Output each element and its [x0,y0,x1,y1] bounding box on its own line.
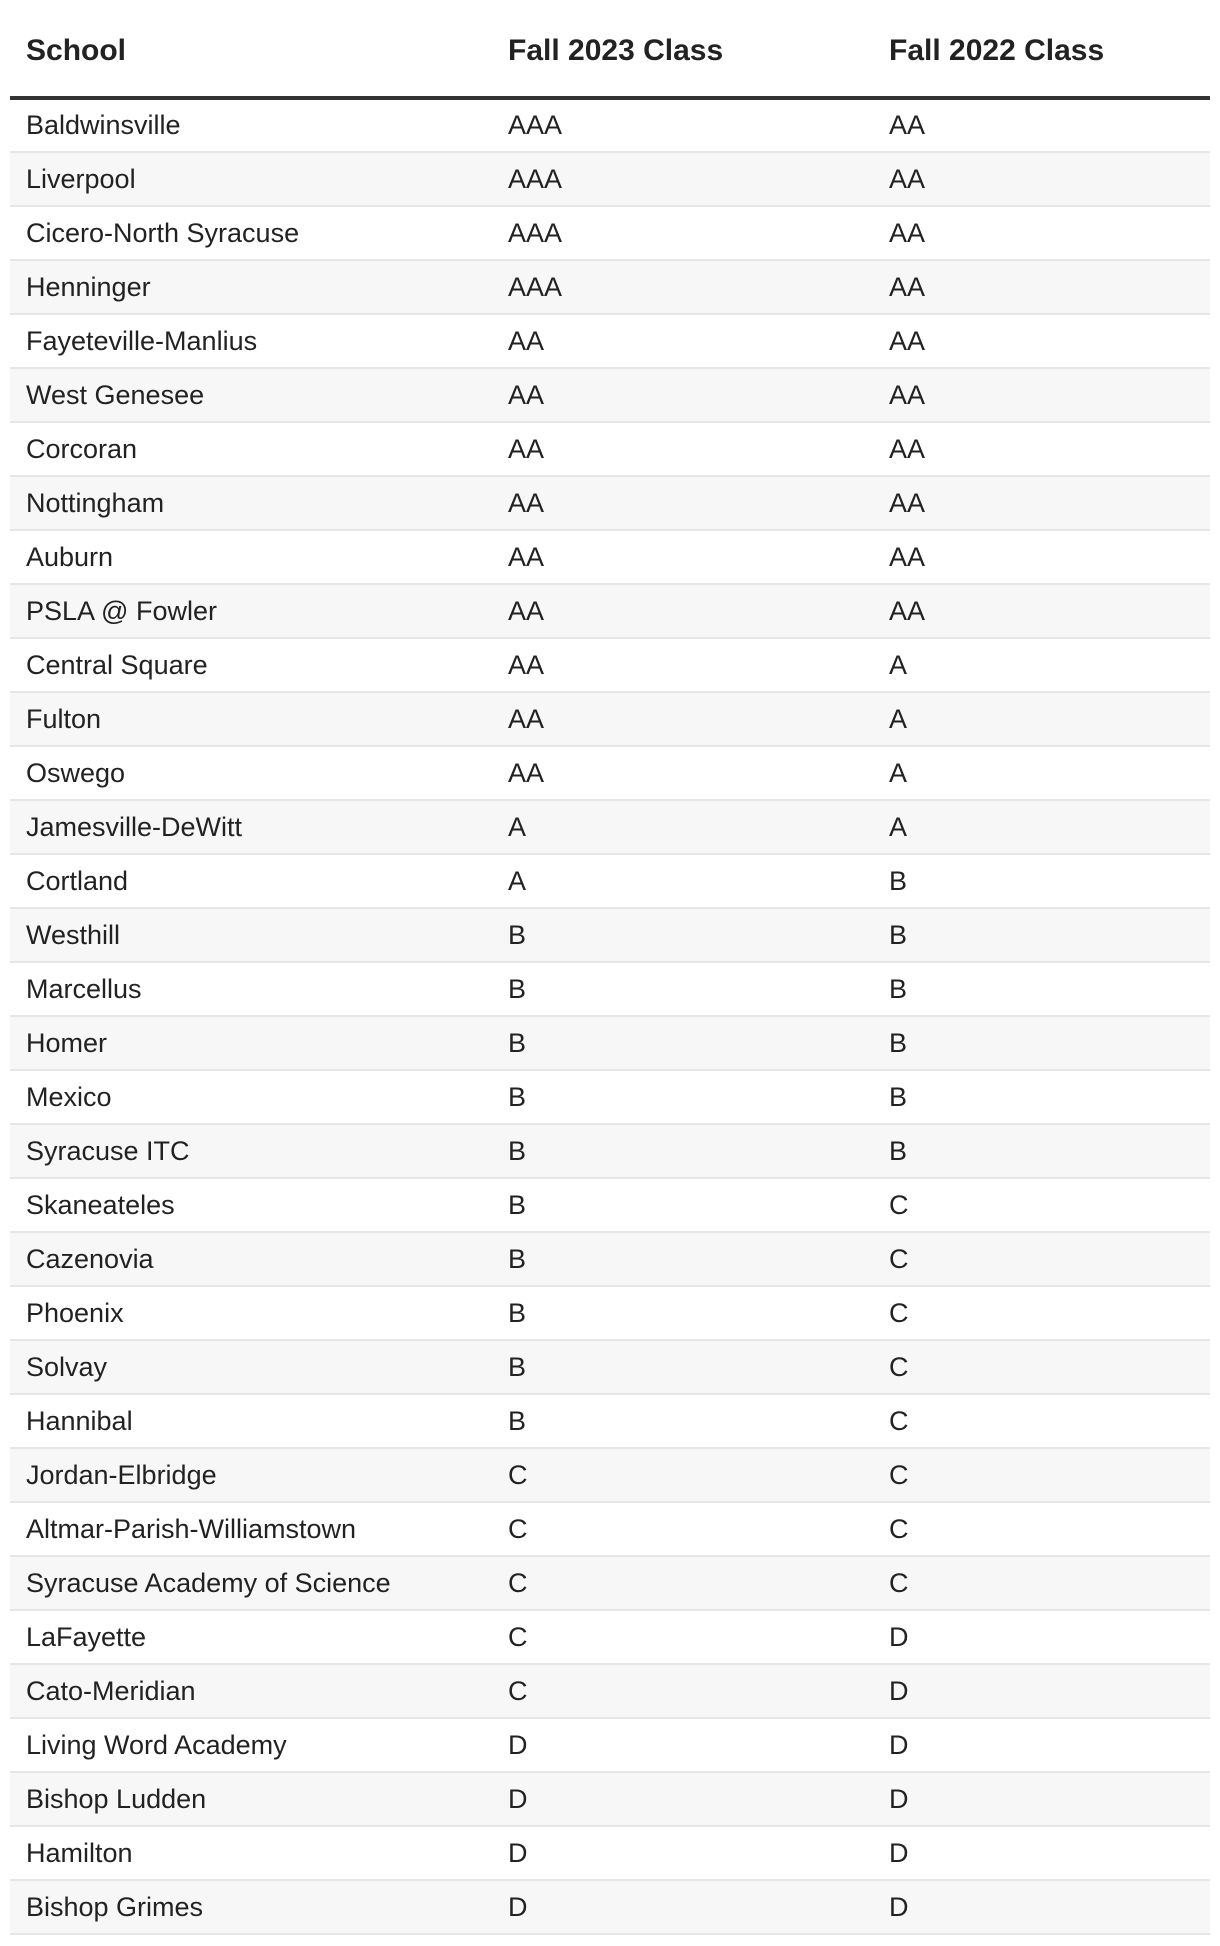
fall-2023-class-cell: B [492,1286,873,1340]
fall-2022-class-cell: C [873,1232,1210,1286]
school-cell: Auburn [10,530,492,584]
table-row [10,1772,1210,1826]
fall-2022-class-cell: B [873,1124,1210,1178]
fall-2023-class-cell: C [492,1664,873,1718]
fall-2022-class-cell: C [873,1448,1210,1502]
fall-2022-class-cell: AA [873,152,1210,206]
school-cell: Fayeteville-Manlius [10,314,492,368]
fall-2022-class-cell: B [873,1070,1210,1124]
fall-2023-class-cell: B [492,1016,873,1070]
class-table-container [10,0,1210,1935]
school-cell: Altmar-Parish-Williamstown [10,1502,492,1556]
fall-2022-class-cell: B [873,1016,1210,1070]
table-row [10,584,1210,638]
table-row [10,206,1210,260]
school-cell: Bishop Ludden [10,1772,492,1826]
table-row [10,1502,1210,1556]
class-table [10,0,1210,1935]
fall-2022-class-cell: AA [873,422,1210,476]
fall-2022-class-cell: B [873,962,1210,1016]
fall-2022-class-cell: C [873,1340,1210,1394]
fall-2022-class-cell: A [873,800,1210,854]
table-row [10,1016,1210,1070]
fall-2023-class-cell: B [492,962,873,1016]
school-cell: West Genesee [10,368,492,422]
header-fall-2022-class[interactable]: Fall 2022 Class [873,0,1210,98]
fall-2023-class-cell: C [492,1502,873,1556]
fall-2023-class-cell: C [492,1610,873,1664]
fall-2023-class-cell: D [492,1772,873,1826]
table-body [10,98,1210,1934]
school-cell: Phoenix [10,1286,492,1340]
fall-2023-class-cell: AA [492,638,873,692]
table-row [10,98,1210,152]
fall-2022-class-cell: A [873,746,1210,800]
fall-2023-class-cell: AA [492,476,873,530]
table-row [10,1880,1210,1934]
table-row [10,152,1210,206]
table-row [10,908,1210,962]
school-cell: Oswego [10,746,492,800]
school-cell: Marcellus [10,962,492,1016]
table-row [10,1340,1210,1394]
fall-2022-class-cell: AA [873,206,1210,260]
table-row [10,1664,1210,1718]
fall-2023-class-cell: B [492,1178,873,1232]
table-row [10,368,1210,422]
fall-2023-class-cell: AA [492,584,873,638]
table-row [10,746,1210,800]
school-cell: Baldwinsville [10,98,492,152]
school-cell: LaFayette [10,1610,492,1664]
fall-2022-class-cell: B [873,908,1210,962]
fall-2022-class-cell: AA [873,260,1210,314]
fall-2022-class-cell: C [873,1556,1210,1610]
school-cell: Henninger [10,260,492,314]
table-row [10,260,1210,314]
school-cell: Cazenovia [10,1232,492,1286]
fall-2022-class-cell: C [873,1502,1210,1556]
fall-2022-class-cell: AA [873,530,1210,584]
school-cell: Hamilton [10,1826,492,1880]
table-row [10,476,1210,530]
table-row [10,1286,1210,1340]
fall-2022-class-cell: AA [873,476,1210,530]
header-fall-2023-class[interactable]: Fall 2023 Class [492,0,873,98]
fall-2023-class-cell: A [492,800,873,854]
table-row [10,1232,1210,1286]
fall-2023-class-cell: AAA [492,206,873,260]
school-cell: Skaneateles [10,1178,492,1232]
school-cell: Living Word Academy [10,1718,492,1772]
fall-2023-class-cell: A [492,854,873,908]
fall-2023-class-cell: B [492,1070,873,1124]
school-cell: Hannibal [10,1394,492,1448]
fall-2022-class-cell: AA [873,584,1210,638]
school-cell: Central Square [10,638,492,692]
school-cell: Syracuse Academy of Science [10,1556,492,1610]
table-row [10,1610,1210,1664]
fall-2022-class-cell: AA [873,98,1210,152]
fall-2023-class-cell: AA [492,746,873,800]
fall-2023-class-cell: AA [492,530,873,584]
table-row [10,314,1210,368]
fall-2022-class-cell: AA [873,314,1210,368]
school-cell: Nottingham [10,476,492,530]
table-row [10,800,1210,854]
table-row [10,1448,1210,1502]
table-row [10,1556,1210,1610]
table-row [10,1124,1210,1178]
school-cell: Fulton [10,692,492,746]
fall-2023-class-cell: AA [492,368,873,422]
school-cell: Cato-Meridian [10,1664,492,1718]
table-row [10,1178,1210,1232]
fall-2023-class-cell: D [492,1826,873,1880]
fall-2022-class-cell: D [873,1826,1210,1880]
fall-2023-class-cell: AAA [492,98,873,152]
school-cell: Cortland [10,854,492,908]
school-cell: Jordan-Elbridge [10,1448,492,1502]
school-cell: Mexico [10,1070,492,1124]
fall-2023-class-cell: B [492,908,873,962]
fall-2022-class-cell: D [873,1718,1210,1772]
fall-2022-class-cell: AA [873,368,1210,422]
table-row [10,1826,1210,1880]
table-row [10,638,1210,692]
fall-2023-class-cell: AA [492,692,873,746]
school-cell: PSLA @ Fowler [10,584,492,638]
school-cell: Corcoran [10,422,492,476]
fall-2022-class-cell: A [873,692,1210,746]
fall-2023-class-cell: B [492,1232,873,1286]
fall-2023-class-cell: B [492,1394,873,1448]
school-cell: Liverpool [10,152,492,206]
table-row [10,962,1210,1016]
fall-2023-class-cell: B [492,1340,873,1394]
table-row [10,530,1210,584]
table-row [10,1394,1210,1448]
header-school[interactable]: School [10,0,492,98]
fall-2022-class-cell: D [873,1664,1210,1718]
fall-2022-class-cell: D [873,1880,1210,1934]
school-cell: Cicero-North Syracuse [10,206,492,260]
school-cell: Homer [10,1016,492,1070]
school-cell: Bishop Grimes [10,1880,492,1934]
fall-2022-class-cell: C [873,1286,1210,1340]
header-row [10,0,1210,98]
table-header [10,0,1210,98]
fall-2023-class-cell: B [492,1124,873,1178]
fall-2022-class-cell: C [873,1178,1210,1232]
table-row [10,1718,1210,1772]
fall-2022-class-cell: B [873,854,1210,908]
school-cell: Syracuse ITC [10,1124,492,1178]
school-cell: Westhill [10,908,492,962]
table-row [10,422,1210,476]
table-row [10,692,1210,746]
school-cell: Solvay [10,1340,492,1394]
fall-2023-class-cell: D [492,1718,873,1772]
fall-2023-class-cell: AAA [492,152,873,206]
fall-2023-class-cell: C [492,1448,873,1502]
fall-2023-class-cell: AA [492,422,873,476]
fall-2022-class-cell: D [873,1610,1210,1664]
table-row [10,854,1210,908]
school-cell: Jamesville-DeWitt [10,800,492,854]
fall-2023-class-cell: AA [492,314,873,368]
fall-2022-class-cell: C [873,1394,1210,1448]
fall-2023-class-cell: C [492,1556,873,1610]
fall-2023-class-cell: AAA [492,260,873,314]
fall-2023-class-cell: D [492,1880,873,1934]
fall-2022-class-cell: A [873,638,1210,692]
table-row [10,1070,1210,1124]
fall-2022-class-cell: D [873,1772,1210,1826]
